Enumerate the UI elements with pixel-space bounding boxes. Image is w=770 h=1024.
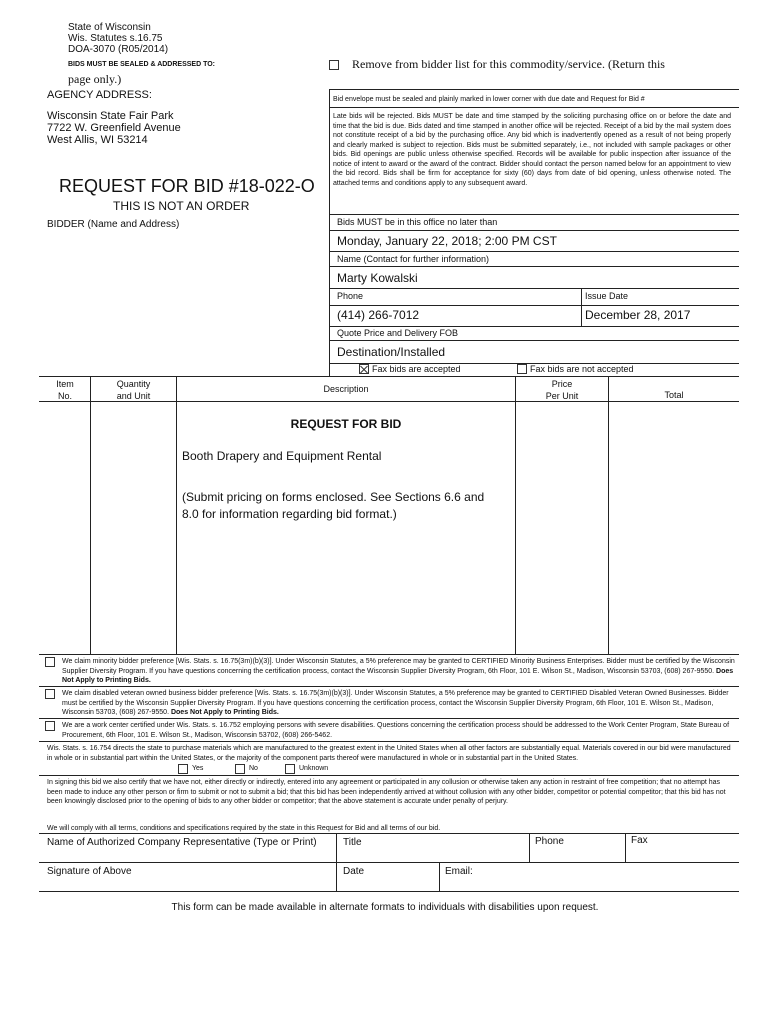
phone-label: Phone: [337, 291, 364, 301]
fax-accepted-label: Fax bids are accepted: [372, 364, 461, 374]
work-center-checkbox[interactable]: [45, 721, 55, 731]
fax-not-accepted-label: Fax bids are not accepted: [530, 364, 634, 374]
col-quantity: Quantity and Unit: [116, 379, 151, 401]
sealed-label: BIDS MUST BE SEALED & ADDRESSED TO:: [68, 61, 216, 68]
contact-value: Marty Kowalski: [337, 271, 418, 285]
manufactured-yes-checkbox[interactable]: [178, 764, 188, 774]
collusion-text: In signing this bid we also certify that we have not, either directly or indirectly, entered into any agreement or participated in any collusion or otherwise taken any action in restraint of free competition; that no attempt has been made to induce any other person or firm to submit or not to submit a bid; that this bid has been independently arrived at without collusion with any other bidder, competitor or potential competitor; that this bid has not been knowingly disclosed prior to the opening of bids to any other bidder or competitor; that the above statement is accurate under penalty of perjury.: [47, 779, 726, 805]
due-label: Bids MUST be in this office no later than: [337, 217, 498, 227]
agency-address: [47, 110, 181, 146]
statute-label: Wis. Statutes s.16.75: [68, 33, 163, 44]
fob-value: Destination/Installed: [337, 345, 446, 359]
agency-street: 7722 W. Greenfield Avenue: [47, 122, 181, 134]
remove-bidder-checkbox[interactable]: [329, 60, 339, 70]
agency-name: Wisconsin State Fair Park: [47, 110, 174, 122]
signature-label: Signature of Above: [47, 866, 132, 877]
manufactured-unknown-label: Unknown: [299, 765, 329, 772]
footer-note: This form can be made available in alternate formats to individuals with disabilities upon request.: [171, 902, 599, 913]
rep-name-label: Name of Authorized Company Representative (Type or Print): [47, 837, 317, 848]
col-price: Price Per Unit: [545, 379, 579, 401]
veteran-checkbox[interactable]: [45, 689, 55, 699]
date-label: Date: [343, 866, 365, 877]
issue-date-label: Issue Date: [585, 291, 629, 301]
issue-date-value: December 28, 2017: [585, 308, 691, 322]
form-header: [68, 22, 168, 55]
phone-value: (414) 266-7012: [337, 308, 420, 322]
sig-phone-label: Phone: [535, 836, 564, 847]
veteran-text: We claim disabled veteran owned business bidder preference [Wis. Stats. s. 16.75(3m)(b)(3)]. Under Wisconsin Statutes, a 5% preference may be granted to CERTIFIED Disabled Veteran Owned Businesses. Bidder must be certified by the Wisconsin Supplier Diversity Program. If you have questions concerning the certification process, contact the Wisconsin Supplier Diversity Program, 6th Floor, 101 E. Wilson St., Madison, Wisconsin 53703, (608) 267-9550. Does Not Apply to Printing Bids.: [62, 690, 729, 716]
work-center-text: We are a work center certified under Wis. Stats. s. 16.752 employing persons with severe disabilities. Questions concerning the certification process should be addressed to the Work Center Program, State Bureau of Procurement, 6th Floor, 101 E. Wilson St., Madison, Wisconsin 53702, (608) 266-5462.: [62, 722, 730, 739]
contact-label: Name (Contact for further information): [337, 254, 490, 264]
late-bid-instructions: Late bids will be rejected. Bids MUST be date and time stamped by the soliciting purchasing office on or before the date and time that the bid is due. Bids dated and time stamped in another office will be rejected. Receipt of a bid by the mail system does not constitute receipt of a bid by the purchasing office. Any bid which is inadvertently opened as a result of not being properly and clearly marked is subject to rejection. Bids must be submitted separately, i.e., not included with sample packages or other bids. Bid openings are public unless otherwise specified. Records will be available for public inspection after issuance of the notice of intent to award or the award of the contract. Bidder should contact the person named below for an appointment to view the bid record. Bids shall be firm for acceptance for sixty (60) days from date of bid opening, unless otherwise noted. The attached terms and conditions apply to any subsequent award.: [333, 113, 731, 187]
manufactured-no-checkbox[interactable]: [235, 764, 245, 774]
bidder-label: BIDDER (Name and Address): [47, 219, 180, 230]
body-title: REQUEST FOR BID: [290, 417, 402, 431]
body-line-2: (Submit pricing on forms enclosed. See Sections 6.6 and: [182, 490, 485, 504]
sig-fax-label: Fax: [631, 835, 648, 846]
manufactured-yes-label: Yes: [192, 765, 204, 772]
fax-not-accepted-checkbox[interactable]: [517, 364, 527, 374]
col-description: Description: [323, 384, 369, 394]
email-label: Email:: [445, 866, 473, 877]
form-number: DOA-3070 (R05/2014): [68, 44, 169, 55]
minority-text: We claim minority bidder preference [Wis. Stats. s. 16.75(3m)(b)(3)]. Under Wisconsin Statutes, a 5% preference may be granted to CERTIFIED Minority Business Enterprises. Bidder must be certified by the Wisconsin Supplier Diversity Program. If you have questions concerning the certification process, contact the Wisconsin Supplier Diversity Program, 6th Floor, 101 E. Wilson St., Madison, Wisconsin 53703, (608) 267-9550. Does Not Apply to Printing Bids.: [62, 658, 735, 684]
body-line-1: Booth Drapery and Equipment Rental: [182, 449, 382, 463]
manufactured-unknown-checkbox[interactable]: [285, 764, 295, 774]
remove-bidder-text-cont: page only.): [68, 72, 122, 86]
col-total: Total: [664, 390, 684, 400]
manufactured-no-label: No: [249, 765, 258, 772]
comply-text: We will comply with all terms, conditions and specifications required by the state in this Request for Bid and all terms of our bid.: [47, 825, 441, 832]
due-value: Monday, January 22, 2018; 2:00 PM CST: [337, 234, 557, 248]
agency-city: West Allis, WI 53214: [47, 134, 148, 146]
envelope-instruction: Bid envelope must be sealed and plainly marked in lower corner with due date and Request for Bid #: [333, 96, 645, 103]
body-line-3: 8.0 for information regarding bid format.): [182, 507, 397, 521]
agency-label: AGENCY ADDRESS:: [47, 89, 152, 101]
fax-accepted-checkbox[interactable]: [359, 364, 369, 374]
state-label: State of Wisconsin: [68, 22, 151, 33]
fob-label: Quote Price and Delivery FOB: [337, 328, 459, 338]
title-label: Title: [343, 837, 362, 848]
minority-checkbox[interactable]: [45, 657, 55, 667]
not-an-order: THIS IS NOT AN ORDER: [113, 199, 250, 213]
remove-bidder-text: Remove from bidder list for this commodity/service. (Return this: [352, 57, 665, 71]
col-item: Item No.: [56, 379, 74, 401]
manufactured-text: Wis. Stats. s. 16.754 directs the state to purchase materials which are manufactured to the greatest extent in the United States when all other factors are substantially equal. Materials covered in our bid were manufactured in whole or in substantial part within the United States, or the majority of the component parts thereof were manufactured in whole or in substantial part in the United States.: [47, 745, 731, 762]
rfb-title: REQUEST FOR BID #18-022-O: [59, 176, 315, 196]
